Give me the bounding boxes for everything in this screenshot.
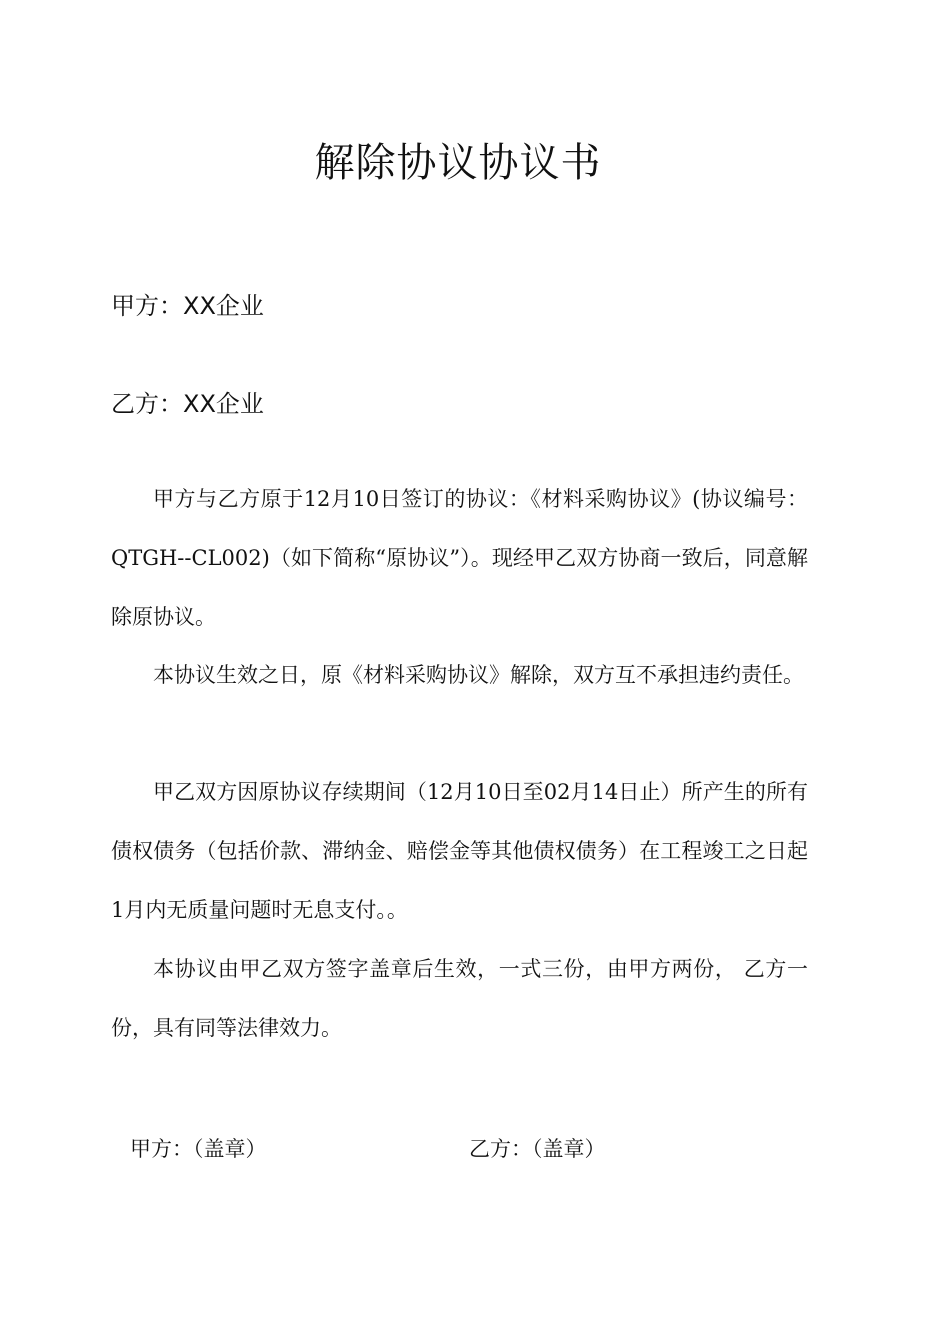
paragraph-no-liability: 本协议生效之日，原《材料采购协议》解除，双方互不承担违约责任。 bbox=[153, 663, 804, 687]
paragraph-debt-settlement: 甲乙双方因原协议存续期间（12月10日至02月14日止）所产生的所有债权债务（包括价款、滞纳金、赔偿金等其他债权债务）在工程竣工之日起1月内无质量问题时无息支付。。 bbox=[111, 780, 808, 922]
signature-party-b: 乙方：（盖章） bbox=[469, 1137, 606, 1161]
signature-party-a: 甲方：（盖章） bbox=[130, 1137, 267, 1161]
paragraph-termination-agreement: 甲方与乙方原于12月10日签订的协议：《材料采购协议》(协议编号：QTGH--CL002)（如下简称“原协议”）。现经甲乙双方协商一致后，同意解除原协议。 bbox=[111, 487, 808, 629]
party-a-line: 甲方：XX企业 bbox=[111, 292, 264, 320]
paragraph-effectiveness: 本协议由甲乙双方签字盖章后生效，一式三份，由甲方两份， 乙方一份，具有同等法律效力。 bbox=[111, 957, 808, 1040]
party-b-line: 乙方：XX企业 bbox=[111, 390, 264, 418]
document-title: 解除协议协议书 bbox=[314, 140, 602, 186]
